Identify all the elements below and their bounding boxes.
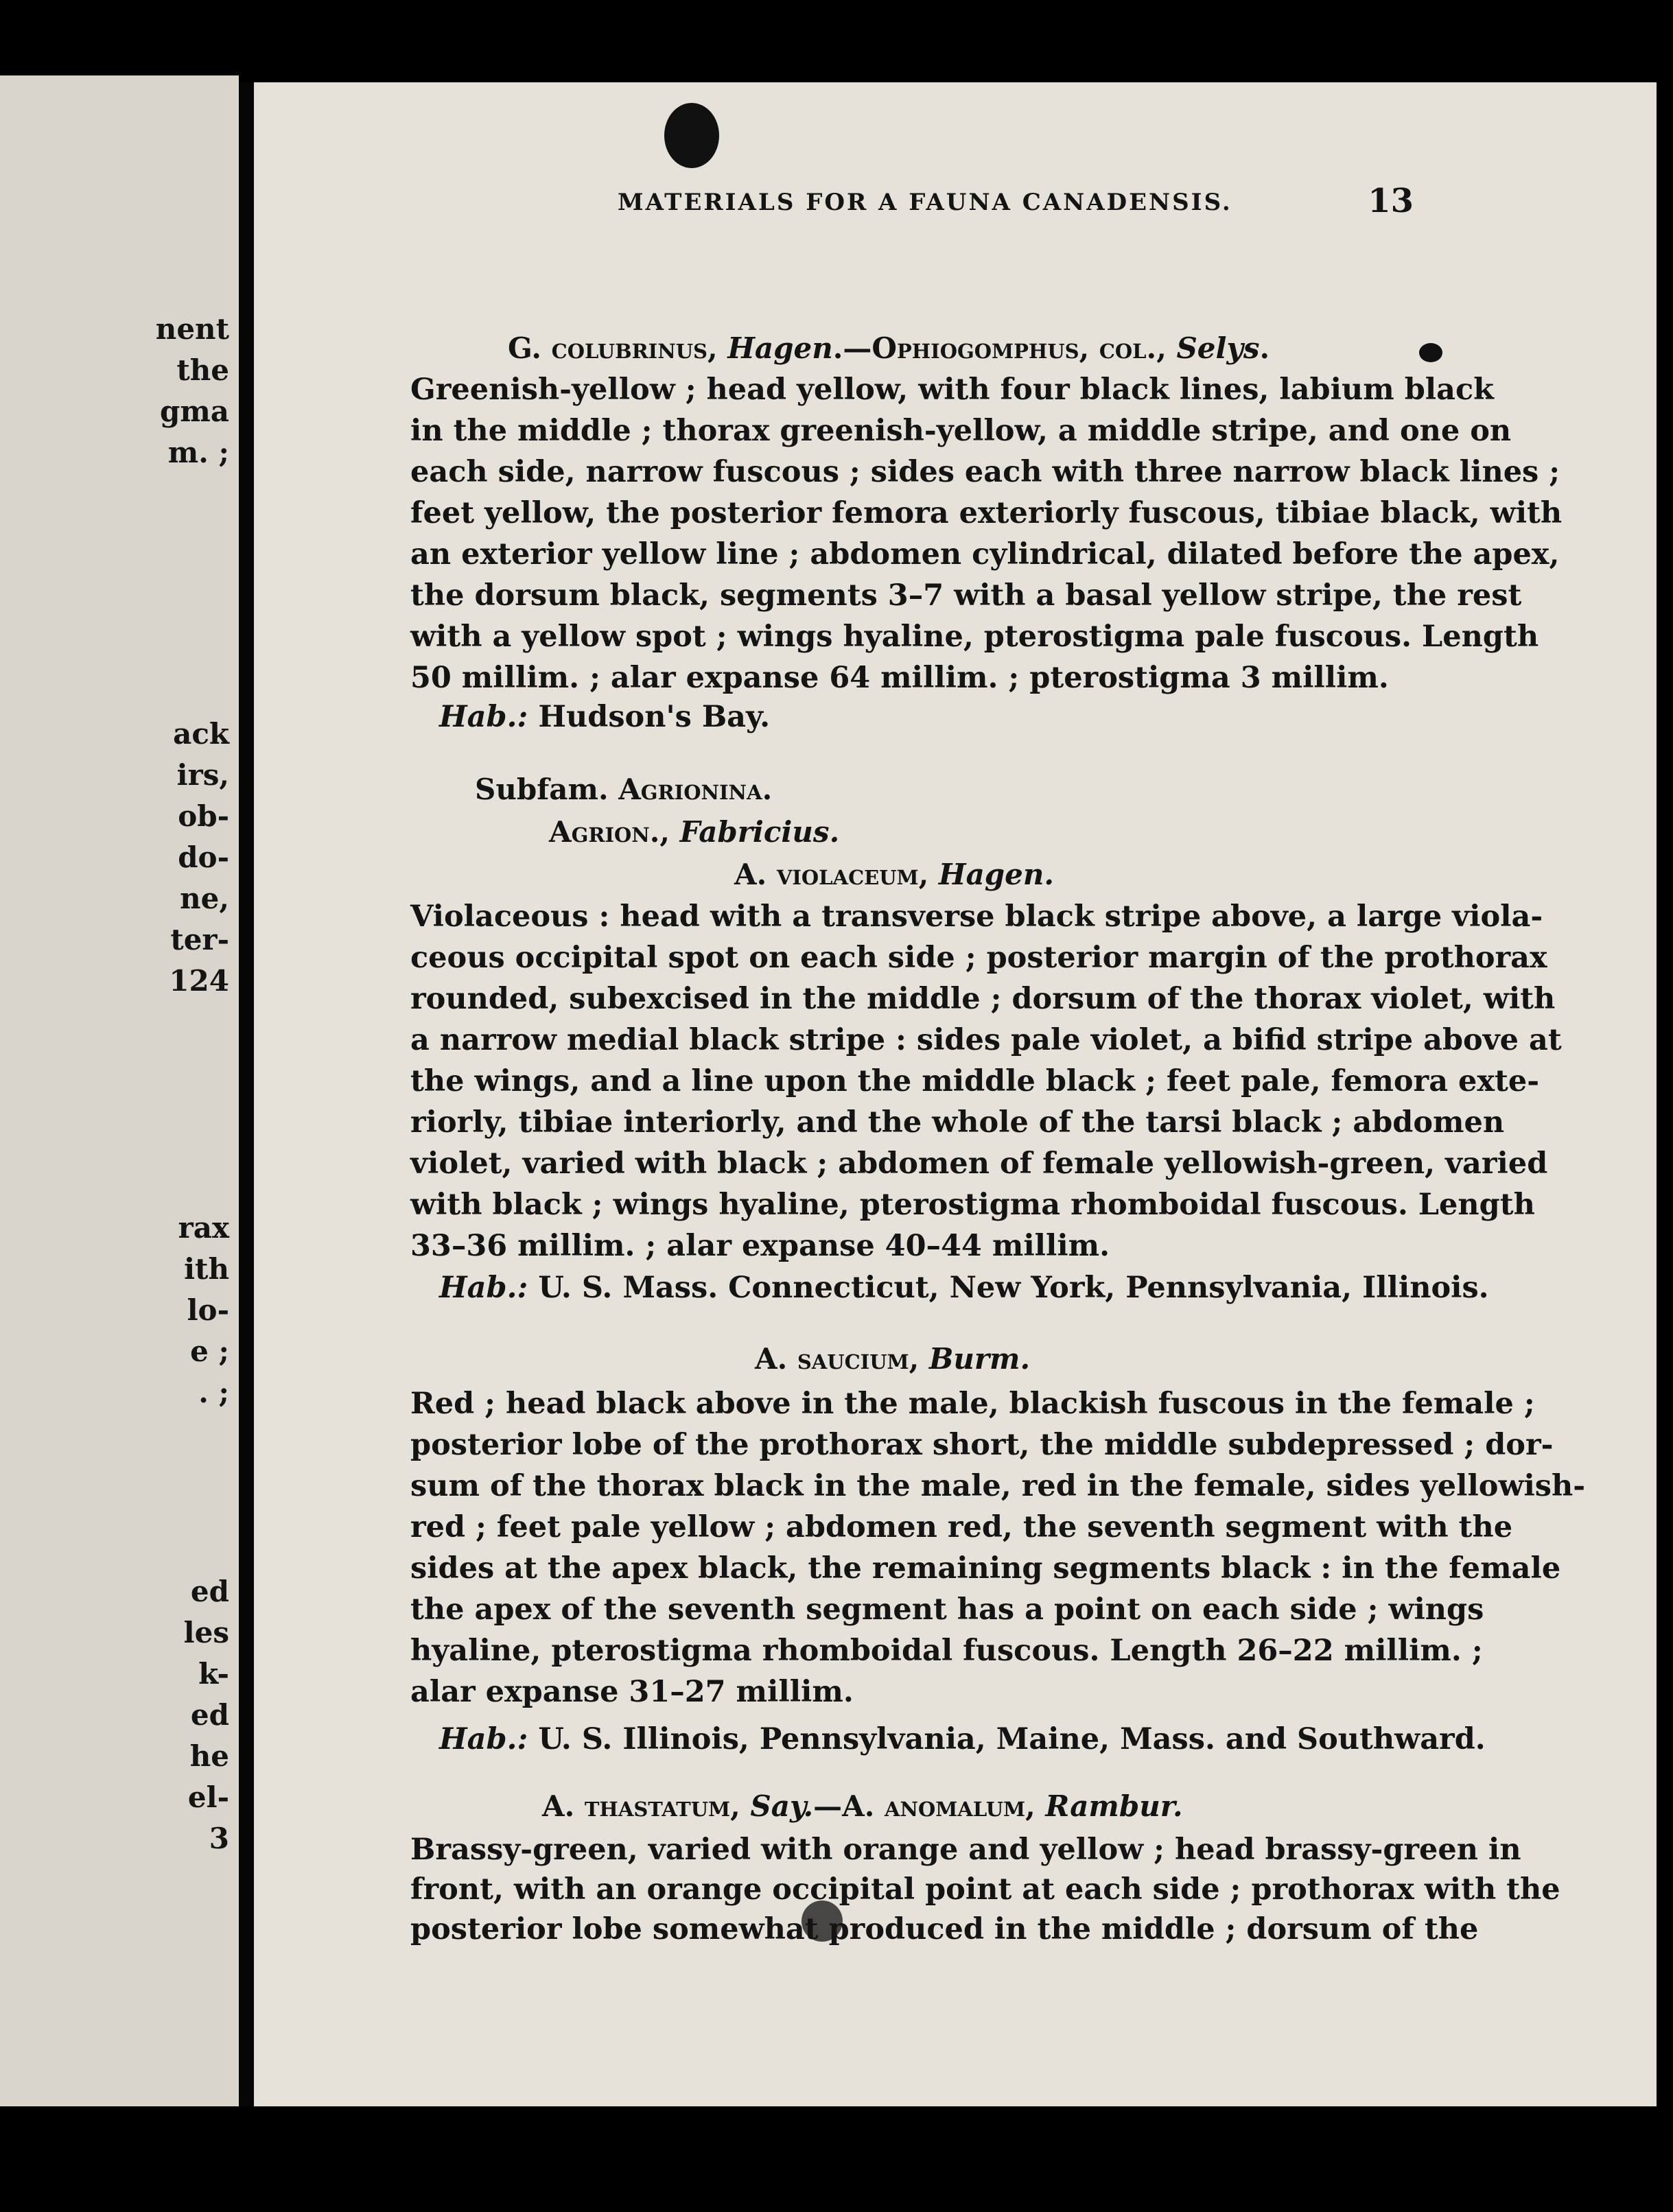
text-line: alar expanse 31–27 millim. [410,1675,854,1709]
ink-blot-top [664,103,719,168]
text-line: with black ; wings hyaline, pterostigma rhomboidal fuscous. Length [410,1188,1535,1222]
subfamily-heading [475,773,772,806]
text-line: front, with an orange occipital point at each side ; prothorax with the [410,1872,1560,1907]
habitat-label: Hab.: [439,700,528,734]
text-line: red ; feet pale yellow ; abdomen red, the seventh segment with the [410,1510,1513,1544]
heading-part: Say. [750,1789,814,1823]
habitat-text: U. S. Mass. Connecticut, New York, Pennsylvania, Illinois. [528,1271,1489,1305]
heading-part: —A. [813,1789,885,1823]
habitat-label: Hab.: [439,1722,528,1756]
left-margin-fragment: ed [190,1575,229,1608]
left-margin-fragment: ne, [180,882,229,915]
left-margin-fragment: rax [178,1211,229,1245]
text-line: the apex of the seventh segment has a point on each side ; wings [410,1592,1484,1627]
heading-part: colubrinus [551,331,707,365]
heading-part: , [918,858,939,891]
left-margin-fragment: 124 [169,964,229,998]
left-margin-fragment: ter- [170,923,229,956]
left-margin-fragment: les [183,1616,229,1649]
habitat-label: Hab.: [439,1271,528,1305]
heading-part: Hagen. [938,858,1055,891]
left-margin-fragment: the [176,353,229,387]
habitat-line [439,700,770,734]
heading-part: A. [542,1789,585,1823]
text-line: with a yellow spot ; wings hyaline, pterostigma pale fuscous. Length [410,620,1539,654]
left-margin-fragment: . ; [198,1376,229,1409]
left-facing-page [0,75,239,2106]
genus-name: Agrion. [549,815,660,849]
heading-part: , [1025,1789,1046,1823]
heading-part: anomalum [885,1789,1026,1823]
species-heading-saucium [755,1342,1030,1376]
subfamily-name: Agrionina. [618,773,773,806]
left-margin-fragment: e ; [190,1334,229,1368]
left-margin-fragment: ith [184,1252,229,1286]
text-line: riorly, tibiae interiorly, and the whole of the tarsi black ; abdomen [410,1105,1505,1140]
left-margin-fragment: 3 [209,1822,229,1855]
text-line: sum of the thorax black in the male, red in the female, sides yellowish- [410,1469,1586,1503]
species-heading-violaceum [734,858,1054,891]
subfamily-prefix: Subfam. [475,773,619,806]
text-line: Greenish-yellow ; head yellow, with four black lines, labium black [410,373,1494,407]
text-line: the dorsum black, segments 3–7 with a basal yellow stripe, the rest [410,578,1522,613]
heading-part: . [1259,331,1270,365]
text-line: hyaline, pterostigma rhomboidal fuscous. Length 26–22 millim. ; [410,1634,1483,1668]
left-margin-fragment: nent [155,312,229,346]
page-gutter [239,82,254,2106]
text-line: violet, varied with black ; abdomen of female yellowish-green, varied [410,1146,1548,1181]
left-margin-fragment: ob- [178,799,229,833]
heading-part: , [707,331,728,365]
heading-part: .— [832,331,872,365]
left-margin-fragment: he [189,1739,229,1773]
text-line: Red ; head black above in the male, blackish fuscous in the female ; [410,1387,1535,1421]
left-margin-fragment: ed [190,1698,229,1732]
left-margin-fragment: ack [173,717,229,751]
text-line: rounded, subexcised in the middle ; dorsum of the thorax violet, with [410,982,1556,1016]
species-heading-colubrinus [508,331,1270,365]
left-margin-fragment: el- [187,1780,229,1814]
habitat-text: U. S. Illinois, Pennsylvania, Maine, Mass. and Southward. [528,1722,1486,1756]
ink-blot-right [1419,343,1442,362]
text-line: sides at the apex black, the remaining segments black : in the female [410,1551,1561,1586]
habitat-line [439,1271,1489,1305]
left-margin-fragment: m. ; [167,436,229,469]
heading-part: G. [508,331,552,365]
habitat-line [439,1722,1486,1756]
left-margin-fragment: lo- [187,1293,229,1327]
left-margin-fragment: do- [178,840,229,874]
text-line: 50 millim. ; alar expanse 64 millim. ; pterostigma 3 millim. [410,661,1389,695]
page-number: 13 [1368,182,1414,220]
heading-part: , [1156,331,1177,365]
species-heading-thastatum [542,1789,1183,1823]
text-line: Brassy-green, varied with orange and yellow ; head brassy-green in [410,1833,1521,1867]
heading-part: Burm. [928,1342,1031,1376]
heading-part: thastatum [584,1789,731,1823]
text-line: the wings, and a line upon the middle black ; feet pale, femora exte- [410,1064,1540,1098]
heading-part: Selys [1176,331,1260,365]
heading-part: Ophiogomphus, col. [871,331,1157,365]
heading-part: , [909,1342,929,1376]
left-margin-fragment: irs, [176,758,229,792]
heading-part: violaceum [776,858,919,891]
heading-part: , [730,1789,751,1823]
heading-part: A. [755,1342,797,1376]
heading-part: saucium [797,1342,909,1376]
left-margin-fragment: gma [159,395,229,428]
running-title: MATERIALS FOR A FAUNA CANADENSIS. [618,189,1232,216]
text-line: an exterior yellow line ; abdomen cylindrical, dilated before the apex, [410,537,1560,572]
text-line: ceous occipital spot on each side ; posterior margin of the prothorax [410,941,1547,975]
left-margin-fragment: k- [198,1657,229,1691]
text-line: feet yellow, the posterior femora exteriorly fuscous, tibiae black, with [410,496,1563,530]
text-line: a narrow medial black stripe : sides pale violet, a bifid stripe above at [410,1023,1562,1057]
genus-author: Fabricius. [679,815,840,849]
text-line: 33–36 millim. ; alar expanse 40–44 millim. [410,1229,1110,1263]
text-line: posterior lobe of the prothorax short, the middle subdepressed ; dor- [410,1428,1554,1462]
text-line: in the middle ; thorax greenish-yellow, a middle stripe, and one on [410,414,1512,448]
habitat-text: Hudson's Bay. [528,700,771,734]
heading-part: Hagen [727,331,833,365]
heading-part: A. [734,858,777,891]
text-line: each side, narrow fuscous ; sides each with three narrow black lines ; [410,455,1560,489]
genus-sep: , [659,815,680,849]
genus-heading [549,815,839,849]
text-line: posterior lobe somewhat produced in the middle ; dorsum of the [410,1912,1479,1946]
heading-part: Rambur. [1045,1789,1183,1823]
text-line: Violaceous : head with a transverse black stripe above, a large viola- [410,899,1543,934]
